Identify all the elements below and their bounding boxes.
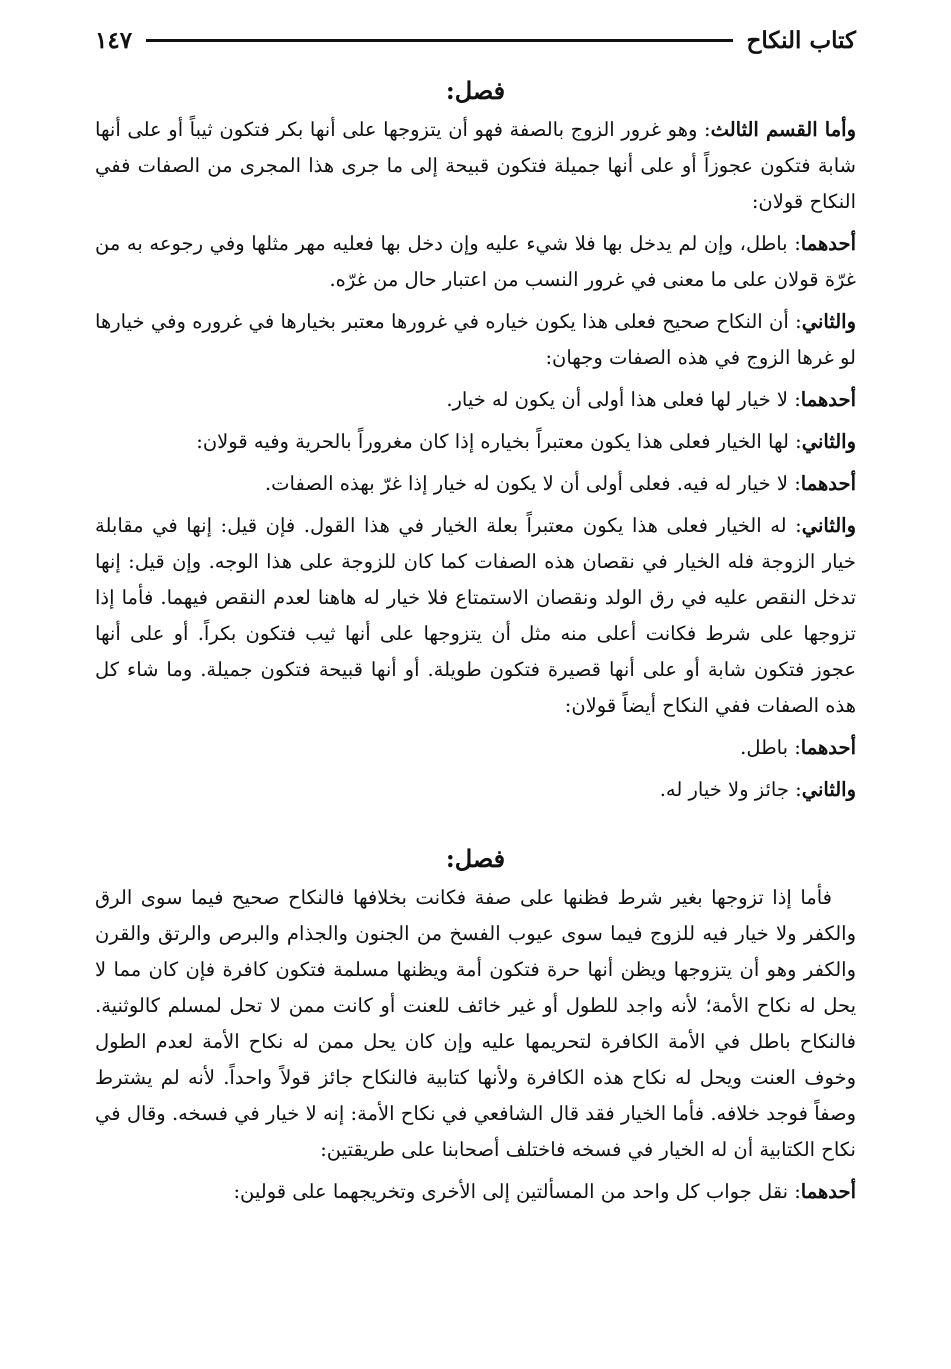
paragraph-lead: أحدهما <box>800 472 856 495</box>
paragraph-text: فأما إذا تزوجها بغير شرط فظنها على صفة فكانت بخلافها فالنكاح صحيح فيما سوى الرق والكفر ولا خيار فيه للزوج فيما سوى عيوب الفسخ من الجنون والجذام والبرص والرتق والقرن والكفر وهو أن يتزوجها ويظن أنها حرة فتكون أمة ويظنها مسلمة فتكون كافرة فإن كان مما لا يحل له نكاح الأمة؛ لأنه واجد للطول أو غير خائف للعنت أو كانت ممن لا تحل لمسلم كالوثنية. فالنكاح باطل في الأمة الكافرة لتحريمها عليه وإن كان يحل ممن له نكاح الأمة لعدم الطول وخوف العنت ويحل له نكاح هذه الكافرة ولأنها كتابية فالنكاح جائز قولاً واحداً. لأنه لم يشترط وصفاً فوجد خلافه. فأما الخيار فقد قال الشافعي في نكاح الأمة: إنه لا خيار في فسخه. وقال في نكاح الكتابية أن له الخيار في فسخه فاختلف أصحابنا على طريقتين: <box>95 886 856 1161</box>
book-page <box>95 18 856 1339</box>
paragraph-text: : أن النكاح صحيح فعلى هذا يكون خياره في غرورها معتبر بخيارها في غروره وفي خيارها لو غرها الزوج في هذه الصفات وجهان: <box>95 310 856 369</box>
paragraph <box>95 508 856 724</box>
paragraph-text: : باطل. <box>740 736 801 759</box>
page-number: ١٤٧ <box>95 26 133 54</box>
paragraph <box>95 880 856 1168</box>
running-header <box>95 18 856 62</box>
paragraph-text: : وهو غرور الزوج بالصفة فهو أن يتزوجها على أنها بكر فتكون ثيباً أو على أنها شابة فتكون عجوزاً أو على أنها جميلة فتكون قبيحة إلى ما جرى هذا المجرى من الصفات ففي النكاح قولان: <box>95 118 856 213</box>
paragraph-lead: والثاني <box>801 310 856 333</box>
section-heading: فصل: <box>445 844 506 873</box>
paragraph <box>95 112 856 220</box>
header-rule <box>146 39 732 42</box>
paragraph-text: : جائز ولا خيار له. <box>659 778 802 801</box>
paragraph <box>95 304 856 376</box>
paragraph <box>95 1174 856 1210</box>
paragraph-text: : لها الخيار فعلى هذا يكون معتبراً بخياره إذا كان مغروراً بالحرية وفيه قولان: <box>196 430 802 453</box>
paragraph-text: : لا خيار لها فعلى هذا أولى أن يكون له خيار. <box>446 388 801 411</box>
paragraph-lead: والثاني <box>801 514 856 537</box>
paragraph-lead: أحدهما <box>800 232 856 255</box>
section-body <box>95 112 856 808</box>
paragraph <box>95 382 856 418</box>
paragraph-lead: أحدهما <box>800 388 856 411</box>
paragraph-lead: وأما القسم الثالث <box>710 118 857 141</box>
paragraph <box>95 730 856 766</box>
paragraph <box>95 424 856 460</box>
paragraph-text: : نقل جواب كل واحد من المسألتين إلى الأخرى وتخريجهما على قولين: <box>233 1180 801 1203</box>
paragraph-lead: أحدهما <box>800 1180 856 1203</box>
paragraph-text: : لا خيار له فيه. فعلى أولى أن لا يكون له خيار إذا غرّ بهذه الصفات. <box>264 472 801 495</box>
chapter-title: كتاب النكاح <box>746 26 856 54</box>
paragraph-text: : باطل، وإن لم يدخل بها فلا شيء عليه وإن دخل بها فعليه مهر مثلها وفي رجوعه به من غرّة قولان على ما معنى في غرور النسب من اعتبار حال من غرّه. <box>95 232 856 291</box>
paragraph <box>95 466 856 502</box>
section-heading: فصل: <box>445 76 506 105</box>
paragraph-lead: والثاني <box>801 430 856 453</box>
paragraph <box>95 772 856 808</box>
section-body <box>95 880 856 1210</box>
paragraph-text: : له الخيار فعلى هذا يكون معتبراً بعلة الخيار في هذا القول. فإن قيل: إنها في مقابلة خيار الزوجة فله الخيار في نقصان هذه الصفات كما كان للزوجة على هذا الوجه. وإن قيل: إنها تدخل النقص عليه في رق الولد ونقصان الاستمتاع فلا خيار له هاهنا لعدم النقص فيهما. فأما إذا تزوجها على شرط فكانت أعلى منه مثل أن يتزوجها على أنها ثيب فتكون بكراً. أو على أنها عجوز فتكون شابة أو على أنها قصيرة فتكون طويلة. أو أنها قبيحة فتكون جميلة. وما شاء كل هذه الصفات ففي النكاح أيضاً قولان: <box>95 514 856 717</box>
paragraph-lead: أحدهما <box>800 736 856 759</box>
paragraph <box>95 226 856 298</box>
paragraph-lead: والثاني <box>801 778 856 801</box>
